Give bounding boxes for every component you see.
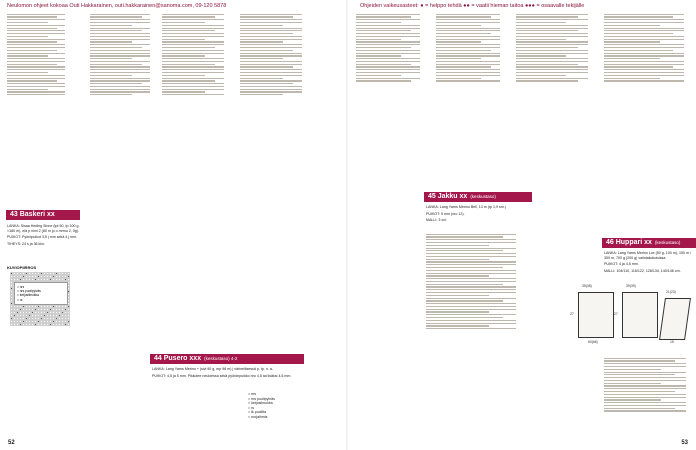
section-43-yarn: LANKA: Sisaa Heding Sinne (tpt 50, tp 100 g =180 m), elä p nimi 2 (80 m jo o mrmu 2, 0g). xyxy=(7,224,80,233)
section-46-body xyxy=(604,251,692,275)
chart-legend xyxy=(14,282,68,305)
text-column-5 xyxy=(356,12,420,83)
dimension-label: 39(39) xyxy=(626,284,636,288)
garment-schematic xyxy=(570,282,692,352)
text-column-4 xyxy=(240,12,302,97)
schematic-back xyxy=(578,292,614,338)
legend-item: = rs xyxy=(17,297,23,302)
running-head: Ohjeiden vaikeusasteet: ● = helppo tehdä ●● = vaatii hieman taitoa ●●● = osaavalle tekijälle xyxy=(360,3,585,9)
schematic-front xyxy=(622,292,658,338)
text-column-1 xyxy=(7,12,65,97)
section-44-body xyxy=(152,367,342,380)
text-column-7 xyxy=(516,12,588,83)
dimension-label: 35(38) xyxy=(582,284,592,288)
text-column-8 xyxy=(604,12,684,83)
section-45-title: 45 Jakku xx (keskustaso) xyxy=(424,192,532,202)
legend-item: = nrs xyxy=(17,285,25,289)
dimension-label: 15 xyxy=(670,340,674,344)
section-43-gauge: TIHEYS: 24 s ja 36 kiin. xyxy=(7,241,45,246)
section-46-needles: PUIKOT: 4 ja 4,5 mm. xyxy=(604,262,639,267)
section-43-chart-label: KUVIOPIIRROS xyxy=(7,265,37,270)
section-46-size: MALLI: 104/110, 116/122, 128/134, 140/146 cm. xyxy=(604,268,681,273)
section-45-body xyxy=(426,205,516,225)
running-head: Neulomon ohjeet kokoaa Outi Hakkarainen, outi.hakkarainen@sanoma.com, 09-120 5878 xyxy=(7,3,227,9)
text-column-6 xyxy=(436,12,500,83)
dimension-label: 60(66) xyxy=(588,340,598,344)
chart-cell xyxy=(67,323,70,326)
section-46-yarn: LANKA: Lang Yarns Merino Lux (50 g, 100 m), 150 m / 350 m, 700 g (200 g) valintakokoisissa. xyxy=(604,251,691,260)
right-page xyxy=(348,0,696,450)
section-46-text xyxy=(604,356,686,413)
legend-item: = nrs puolipylväs xyxy=(17,289,41,294)
section-44-yarn: LANKA: Lang Yarns Merino + (sivl 90 g, mp 98 m) j värinellisessä p. tp. n. a. xyxy=(152,367,273,371)
section-45-size: MALLI: 3 xxl. xyxy=(426,218,447,223)
text-column-3 xyxy=(162,12,224,97)
page-footer-right xyxy=(681,440,688,446)
dimension-label: 27 xyxy=(570,312,574,316)
section-43-needles: PUIKOT: Pyöröpuikot 3,5 j mm sekä 4 j mm. xyxy=(7,235,78,240)
dimension-label: 27 xyxy=(614,312,618,316)
section-45-needles: PUIKOT: 5 mm (nro 12). xyxy=(426,211,465,216)
section-44-title: 44 Pusero xxx (keskustaso) 4-2 xyxy=(150,354,304,364)
legend-item: = ketjusilmukka xyxy=(17,293,39,298)
section-43-title: 43 Baskeri xx xyxy=(6,210,80,220)
section-46-title: 46 Huppari xx (keskustaso) xyxy=(602,238,696,248)
section-45-text xyxy=(426,232,516,331)
page-number: 52 xyxy=(8,440,15,446)
text-column-2 xyxy=(90,12,150,97)
section-45-yarn: LANKA: Lang Yarns Merino Bell, 13 m (tp 1,9 sm.) xyxy=(426,205,506,209)
page-number: 53 xyxy=(681,440,688,446)
section-44-legend: = nrs = nrs puolipylväs = ketjusilmukka = rs = lk puolilta = nurjaihmis xyxy=(248,392,275,419)
page-footer-left xyxy=(8,440,15,446)
schematic-sleeve xyxy=(659,298,691,340)
section-44-needles: PUIKOT: 4,5 ja 5 mm. Pikkolee neuloessa sekä pyörönpuikko nro 4,5 tai lisäksi 4,5 mm. xyxy=(152,373,292,378)
section-43-body xyxy=(7,224,83,248)
dimension-label: 21(23) xyxy=(666,290,676,294)
